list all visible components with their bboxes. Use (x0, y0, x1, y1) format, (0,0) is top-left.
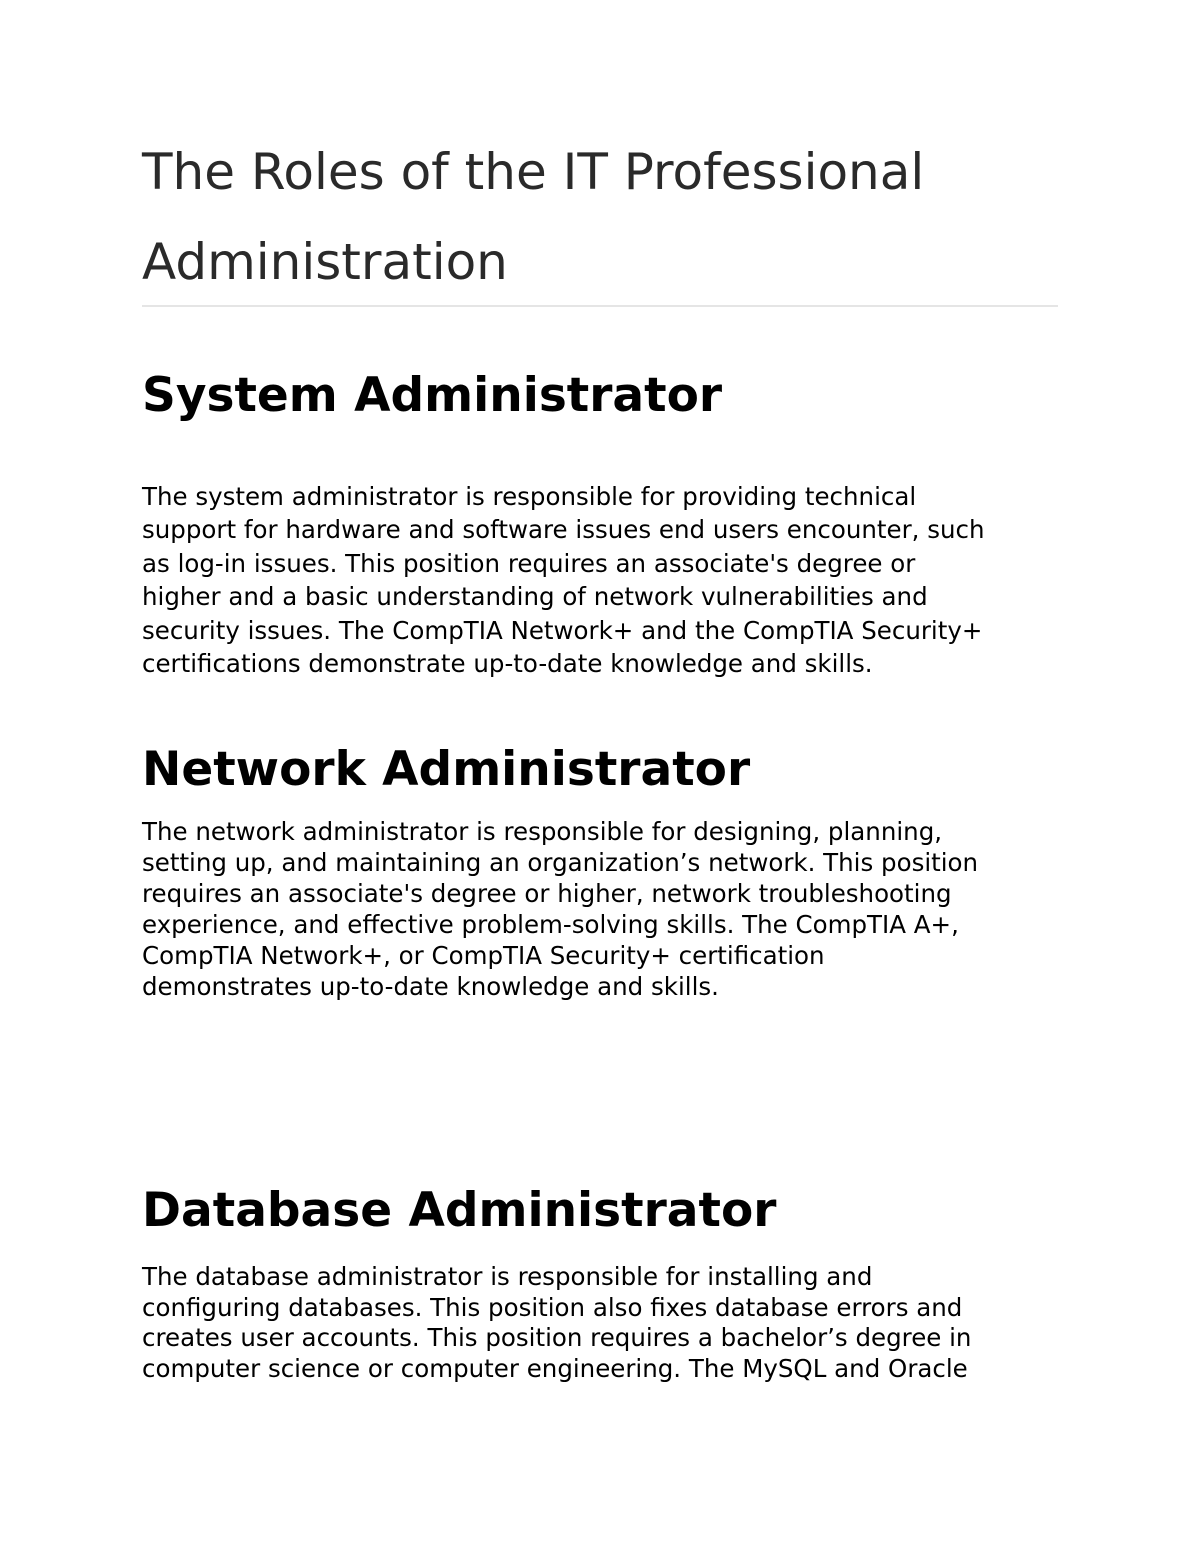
document-title: The Roles of the IT Professional (142, 143, 925, 201)
body-line: The network administrator is responsible for designing, planning, (142, 817, 943, 846)
body-line: experience, and effective problem-solving skills. The CompTIA A+, (142, 909, 959, 939)
body-line: requires an associate's degree or higher, network troubleshooting (142, 878, 952, 908)
body-line: support for hardware and software issues end users encounter, such (142, 515, 985, 545)
body-line: higher and a basic understanding of network vulnerabilities and (142, 582, 928, 612)
section-heading-database-administrator: Database Administrator (142, 1183, 777, 1238)
body-line: The system administrator is responsible for providing technical (142, 482, 917, 511)
section-body-system-administrator (142, 480, 1058, 680)
body-line: setting up, and maintaining an organization’s network. This position (142, 847, 979, 877)
body-line: certifications demonstrate up-to-date knowledge and skills. (142, 649, 873, 679)
document-subtitle: Administration (142, 233, 508, 291)
body-line: as log-in issues. This position requires an associate's degree or (142, 548, 916, 578)
body-line: computer science or computer engineering. The MySQL and Oracle (142, 1353, 968, 1383)
document-page (142, 0, 1058, 1553)
body-line: configuring databases. This position also fixes database errors and (142, 1292, 963, 1322)
body-line: creates user accounts. This position requires a bachelor’s degree in (142, 1323, 972, 1352)
body-line: demonstrates up-to-date knowledge and skills. (142, 971, 719, 1001)
section-body-database-administrator (142, 1262, 1058, 1384)
body-line: security issues. The CompTIA Network+ and the CompTIA Security+ (142, 615, 983, 645)
section-heading-network-administrator: Network Administrator (142, 742, 751, 797)
body-line: The database administrator is responsible for installing and (142, 1262, 873, 1291)
section-heading-system-administrator: System Administrator (142, 368, 723, 423)
body-line: CompTIA Network+, or CompTIA Security+ certification (142, 940, 825, 970)
section-body-network-administrator (142, 817, 1058, 1002)
title-divider (142, 305, 1058, 307)
